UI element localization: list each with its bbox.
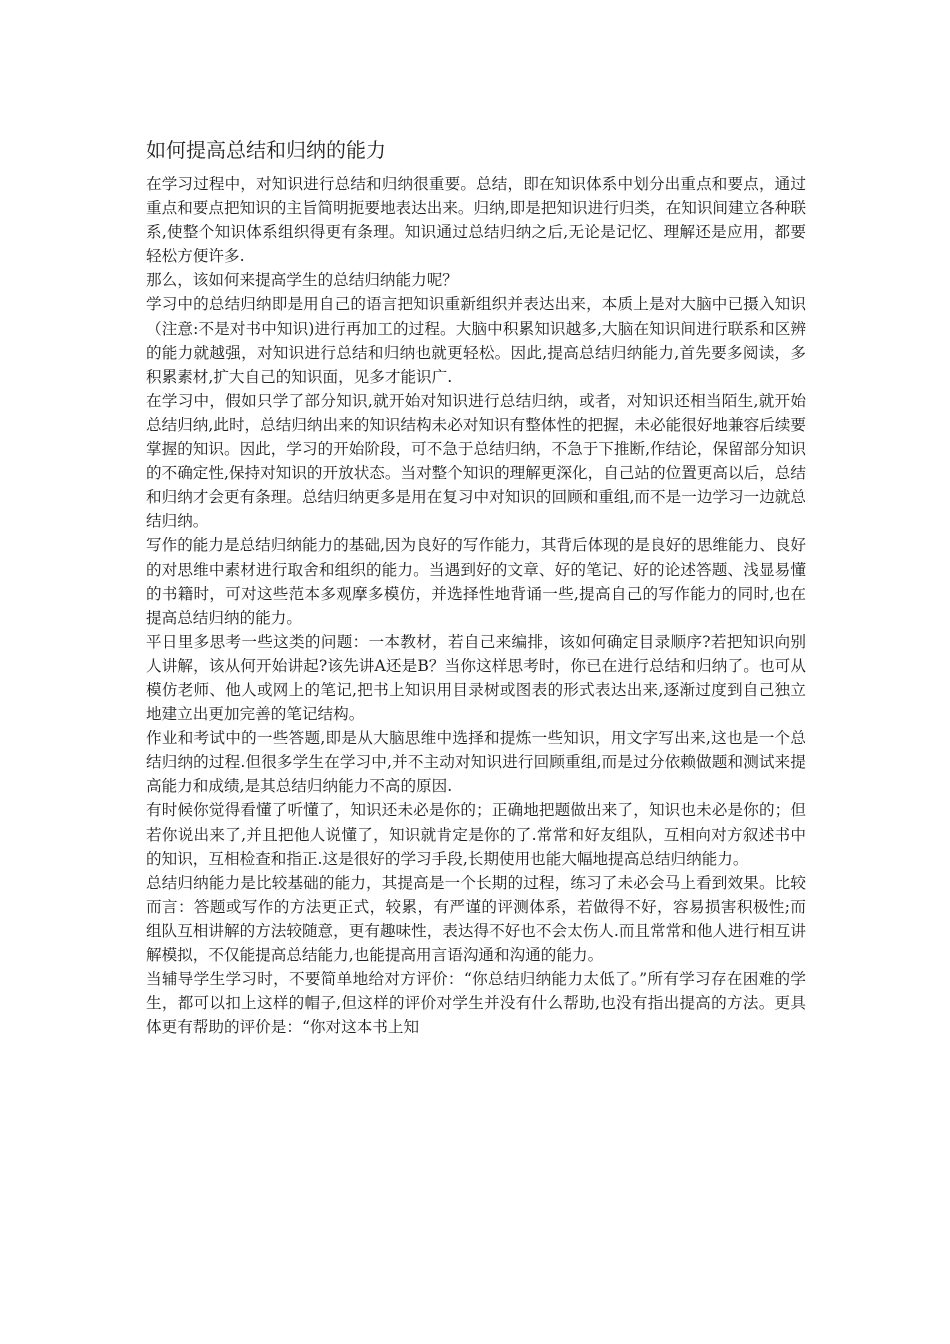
paragraph: 有时候你觉得看懂了听懂了，知识还未必是你的；正确地把题做出来了，知识也未必是你的；但若你说出来了,并且把他人说懂了，知识就肯定是你的了.常常和好友组队，互相向对方叙述书中的知识，互相检查和指正.这是很好的学习手段,长期使用也能大幅地提高总结归纳能力。 xyxy=(146,801,806,868)
paragraph: 学习中的总结归纳即是用自己的语言把知识重新组织并表达出来，本质上是对大脑中已摄入知识（注意:不是对书中知识)进行再加工的过程。大脑中积累知识越多,大脑在知识间进行联系和区辨的能力就越强，对知识进行总结和归纳也就更轻松。因此,提高总结归纳能力,首先要多阅读，多积累素材,扩大自己的知识面，见多才能识广. xyxy=(146,295,806,386)
paragraph: 在学习过程中，对知识进行总结和归纳很重要。总结，即在知识体系中划分出重点和要点，通过重点和要点把知识的主旨简明扼要地表达出来。归纳,即是把知识进行归类，在知识间建立各种联系,使整个知识体系组织得更有条理。知识通过总结归纳之后,无论是记忆、理解还是应用，都要轻松方便许多. xyxy=(146,175,806,266)
paragraph: 在学习中，假如只学了部分知识,就开始对知识进行总结归纳，或者，对知识还相当陌生,就开始总结归纳,此时，总结归纳出来的知识结构未必对知识有整体性的把握，未必能很好地兼容后续要掌握的知识。因此，学习的开始阶段，可不急于总结归纳，不急于下推断,作结论，保留部分知识的不确定性,保持对知识的开放状态。当对整个知识的理解更深化，自己站的位置更高以后，总结和归纳才会更有条理。总结归纳更多是用在复习中对知识的回顾和重组,而不是一边学习一边就总结归纳。 xyxy=(146,391,806,531)
paragraph: 作业和考试中的一些答题,即是从大脑思维中选择和提炼一些知识，用文字写出来,这也是一个总结归纳的过程.但很多学生在学习中,并不主动对知识进行回顾重组,而是过分依赖做题和测试来提高能力和成绩,是其总结归纳能力不高的原因. xyxy=(146,729,806,796)
document-title: 如何提高总结和归纳的能力 xyxy=(146,138,386,162)
paragraph: 总结归纳能力是比较基础的能力，其提高是一个长期的过程，练习了未必会马上看到效果。比较而言：答题或写作的方法更正式，较累，有严谨的评测体系，若做得不好，容易损害积极性;而组队互相讲解的方法较随意，更有趣味性，表达得不好也不会太伤人.而且常常和他人进行相互讲解模拟，不仅能提高总结能力,也能提高用言语沟通和沟通的能力。 xyxy=(146,873,806,964)
document-body xyxy=(146,172,806,1039)
paragraph: 平日里多思考一些这类的问题：一本教材，若自己来编排，该如何确定目录顺序?若把知识向别人讲解，该从何开始讲起?该先讲A还是B？当你这样思考时，你已在进行总结和归纳了。也可从模仿老师、他人或网上的笔记,把书上知识用目录树或图表的形式表达出来,逐渐过度到自己独立地建立出更加完善的笔记结构。 xyxy=(146,632,806,724)
paragraph: 那么，该如何来提高学生的总结归纳能力呢？ xyxy=(146,271,458,290)
paragraph: 当辅导学生学习时，不要简单地给对方评价：“你总结归纳能力太低了。”所有学习存在困难的学生，都可以扣上这样的帽子,但这样的评价对学生并没有什么帮助,也没有指出提高的方法。更具体更有帮助的评价是：“你对这本书上知 xyxy=(146,970,806,1037)
paragraph: 写作的能力是总结归纳能力的基础,因为良好的写作能力，其背后体现的是良好的思维能力、良好的对思维中素材进行取舍和组织的能力。当遇到好的文章、好的笔记、好的论述答题、浅显易懂的书籍时，可对这些范本多观摩多模仿，并选择性地背诵一些,提高自己的写作能力的同时,也在提高总结归纳的能力。 xyxy=(146,536,806,627)
